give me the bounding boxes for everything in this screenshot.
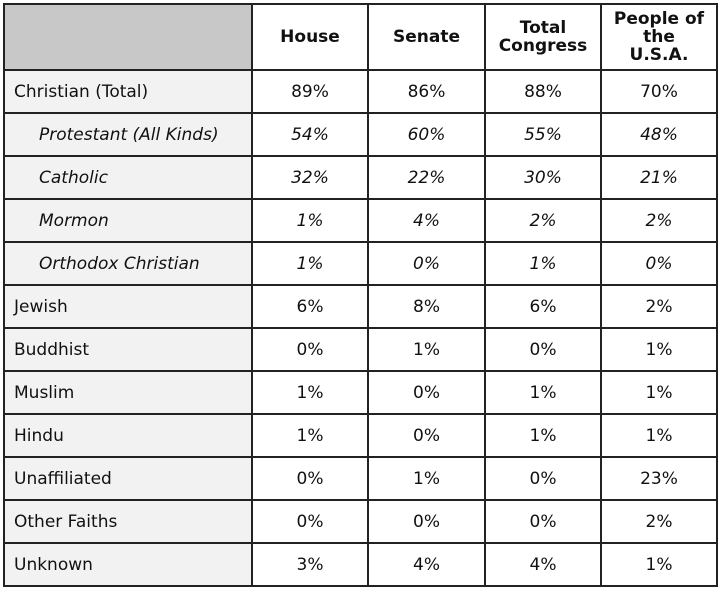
value-cell: 0%: [485, 328, 601, 371]
table-row: [4, 242, 717, 285]
value-cell: 4%: [485, 543, 601, 586]
value-cell: 2%: [601, 500, 717, 543]
row-label: Muslim: [4, 371, 252, 414]
row-label: Protestant (All Kinds): [4, 113, 252, 156]
value-cell: 6%: [485, 285, 601, 328]
value-cell: 0%: [368, 371, 485, 414]
value-cell: 6%: [252, 285, 368, 328]
value-cell: 1%: [601, 371, 717, 414]
table-body: [4, 70, 717, 586]
header-line: U.S.A.: [629, 45, 689, 65]
value-cell: 23%: [601, 457, 717, 500]
table-row: [4, 328, 717, 371]
value-cell: 2%: [485, 199, 601, 242]
value-cell: 55%: [485, 113, 601, 156]
value-cell: 0%: [485, 457, 601, 500]
value-cell: 88%: [485, 70, 601, 113]
value-cell: 89%: [252, 70, 368, 113]
table-row: [4, 371, 717, 414]
table-row: [4, 70, 717, 113]
value-cell: 4%: [368, 199, 485, 242]
value-cell: 0%: [368, 500, 485, 543]
header-line: People of: [613, 9, 705, 29]
value-cell: 1%: [252, 199, 368, 242]
value-cell: 21%: [601, 156, 717, 199]
value-cell: 60%: [368, 113, 485, 156]
header-people-of-usa: [601, 4, 717, 70]
value-cell: 1%: [601, 328, 717, 371]
value-cell: 0%: [601, 242, 717, 285]
header-senate: [368, 4, 485, 70]
header-total-congress: [485, 4, 601, 70]
value-cell: 22%: [368, 156, 485, 199]
value-cell: 1%: [485, 371, 601, 414]
value-cell: 0%: [252, 328, 368, 371]
value-cell: 0%: [485, 500, 601, 543]
value-cell: 1%: [252, 242, 368, 285]
header-line: the: [643, 27, 675, 47]
value-cell: 0%: [252, 500, 368, 543]
row-label: Hindu: [4, 414, 252, 457]
header-row: [4, 4, 717, 70]
value-cell: 3%: [252, 543, 368, 586]
value-cell: 0%: [368, 414, 485, 457]
religion-table-container: [3, 3, 718, 587]
table-row: [4, 199, 717, 242]
row-label: Unknown: [4, 543, 252, 586]
value-cell: 1%: [368, 457, 485, 500]
value-cell: 2%: [601, 285, 717, 328]
table-header: [4, 4, 717, 70]
value-cell: 86%: [368, 70, 485, 113]
row-label: Buddhist: [4, 328, 252, 371]
value-cell: 2%: [601, 199, 717, 242]
value-cell: 0%: [368, 242, 485, 285]
table-row: [4, 500, 717, 543]
row-label: Catholic: [4, 156, 252, 199]
header-line: Congress: [498, 36, 588, 56]
value-cell: 4%: [368, 543, 485, 586]
header-line: Total: [519, 18, 567, 38]
table-row: [4, 156, 717, 199]
table-row: [4, 543, 717, 586]
value-cell: 32%: [252, 156, 368, 199]
row-label: Jewish: [4, 285, 252, 328]
value-cell: 1%: [601, 414, 717, 457]
header-line: House: [280, 27, 340, 47]
row-label: Christian (Total): [4, 70, 252, 113]
row-label: Other Faiths: [4, 500, 252, 543]
header-corner-cell: [4, 4, 252, 70]
value-cell: 54%: [252, 113, 368, 156]
value-cell: 1%: [601, 543, 717, 586]
header-line: Senate: [392, 27, 460, 47]
table-row: [4, 414, 717, 457]
religion-table: [3, 3, 718, 587]
value-cell: 48%: [601, 113, 717, 156]
table-row: [4, 285, 717, 328]
header-house: [252, 4, 368, 70]
value-cell: 1%: [252, 371, 368, 414]
row-label: Mormon: [4, 199, 252, 242]
row-label: Unaffiliated: [4, 457, 252, 500]
table-row: [4, 457, 717, 500]
value-cell: 30%: [485, 156, 601, 199]
value-cell: 1%: [485, 414, 601, 457]
value-cell: 8%: [368, 285, 485, 328]
value-cell: 1%: [252, 414, 368, 457]
value-cell: 70%: [601, 70, 717, 113]
value-cell: 0%: [252, 457, 368, 500]
value-cell: 1%: [368, 328, 485, 371]
table-row: [4, 113, 717, 156]
row-label: Orthodox Christian: [4, 242, 252, 285]
value-cell: 1%: [485, 242, 601, 285]
